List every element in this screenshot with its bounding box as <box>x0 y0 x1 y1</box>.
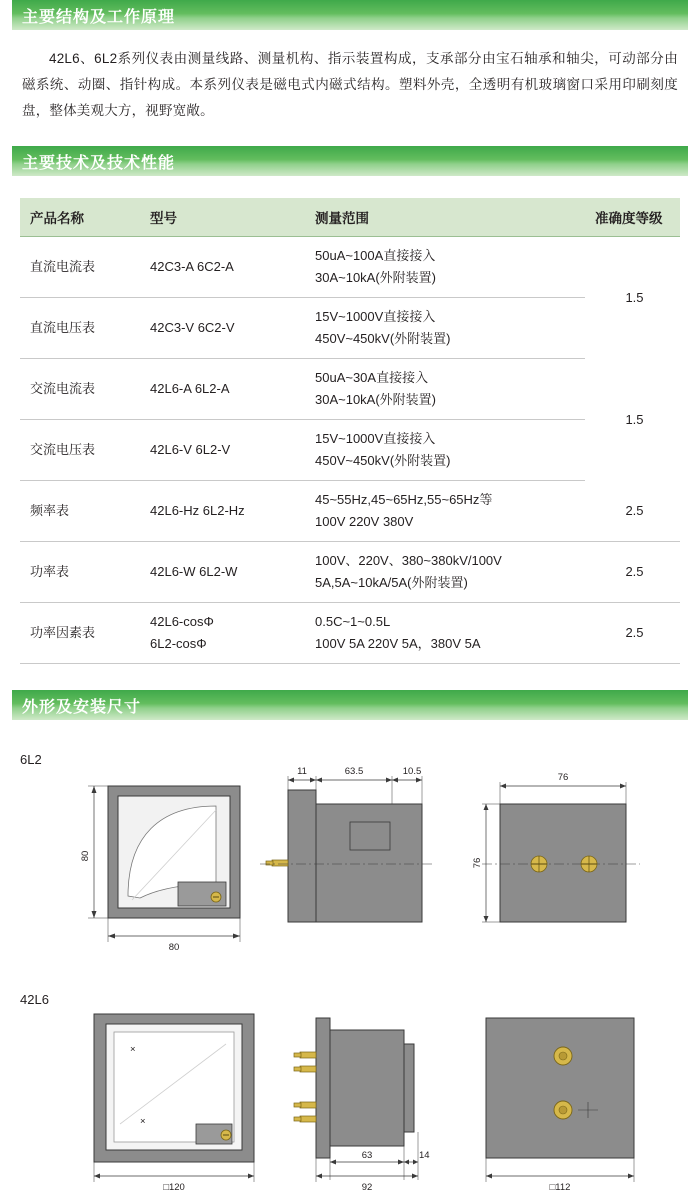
cell-range <box>305 237 585 298</box>
table-row <box>20 481 680 542</box>
table-row <box>20 420 680 481</box>
dim-6l2-back-height: 76 <box>472 857 483 869</box>
range-line-1: 0.5C~1~0.5L <box>315 614 391 629</box>
cell-product-name: 直流电流表 <box>20 237 140 298</box>
dim-6l2-side-right: 10.5 <box>402 766 422 777</box>
column-header-range: 测量范围 <box>305 198 585 237</box>
cell-model: 42L6-Hz 6L2-Hz <box>140 481 305 542</box>
dim-6l2-back-width: 76 <box>557 772 569 783</box>
spec-table-head <box>20 198 680 237</box>
range-line-1: 50uA~30A直接接入 <box>315 370 429 385</box>
range-line-2: 100V 5A 220V 5A，380V 5A <box>315 636 481 651</box>
drawing-42l6-front <box>94 1014 254 1193</box>
cell-model: 42L6-V 6L2-V <box>140 420 305 481</box>
cell-accuracy: 2.5 <box>585 603 680 664</box>
drawing-42l6-side <box>294 1018 430 1193</box>
range-line-1: 15V~1000V直接接入 <box>315 431 436 446</box>
table-row <box>20 359 680 420</box>
range-line-1: 100V、220V、380~380kV/100V <box>315 553 502 568</box>
drawing-6l2-side <box>260 766 432 922</box>
spec-table-wrapper <box>20 198 680 664</box>
cell-accuracy: 2.5 <box>585 542 680 603</box>
cell-product-name: 频率表 <box>20 481 140 542</box>
cell-product-name: 交流电压表 <box>20 420 140 481</box>
dim-6l2-side-mid: 63.5 <box>344 766 364 777</box>
cell-product-name: 功率因素表 <box>20 603 140 664</box>
spec-table-header-row <box>20 198 680 237</box>
column-header-model: 型号 <box>140 198 305 237</box>
cell-model <box>140 603 305 664</box>
range-line-1: 50uA~100A直接接入 <box>315 248 436 263</box>
dim-42l6-side-right: 14 <box>419 1150 430 1161</box>
dim-42l6-back-size: □112 <box>549 1182 571 1193</box>
cell-accuracy: 1.5 <box>625 289 644 305</box>
column-header-accuracy: 准确度等级 <box>585 198 680 237</box>
range-line-1: 45~55Hz,45~65Hz,55~65Hz等 <box>315 492 493 507</box>
dim-42l6-side-mid: 63 <box>361 1150 373 1161</box>
section-heading-dimensions-label: 外形及安装尺寸 <box>22 698 142 716</box>
range-line-2: 450V~450kV(外附装置) <box>315 453 451 468</box>
range-line-2: 30A~10kA(外附装置) <box>315 270 437 285</box>
table-row <box>20 603 680 664</box>
range-line-2: 100V 220V 380V <box>315 514 414 529</box>
svg-text:×: × <box>140 1116 146 1127</box>
drawing-42l6 <box>20 1004 700 1194</box>
cell-range <box>305 603 585 664</box>
dim-6l2-front-width: 80 <box>168 942 180 953</box>
cell-model: 42C3-A 6C2-A <box>140 237 305 298</box>
cell-model: 42L6-W 6L2-W <box>140 542 305 603</box>
drawing-6l2 <box>20 764 700 984</box>
section-heading-dimensions <box>12 690 688 720</box>
cell-range <box>305 481 585 542</box>
spec-table <box>20 198 680 664</box>
dim-42l6-side-total: 92 <box>361 1182 373 1193</box>
section-heading-specs <box>12 146 688 176</box>
section-heading-structure <box>12 0 688 30</box>
cell-range <box>305 420 585 481</box>
spec-table-body <box>20 237 680 664</box>
column-header-name: 产品名称 <box>20 198 140 237</box>
dim-6l2-front-height: 80 <box>80 850 91 862</box>
structure-paragraph: 42L6、6L2系列仪表由测量线路、测量机构、指示装置构成，支承部分由宝石轴承和轴尖，可动部分由磁系统、动圈、指针构成。本系列仪表是磁电式内磁式结构。塑料外壳，全透明有机玻璃窗口采用印刷刻度盘，整体美观大方，视野宽敞。 <box>22 51 678 118</box>
range-line-1: 15V~1000V直接接入 <box>315 309 436 324</box>
table-row <box>20 298 680 359</box>
model-line-2: 6L2-cosΦ <box>150 636 207 651</box>
range-line-2: 5A,5A~10kA/5A(外附装置) <box>315 575 468 590</box>
range-line-2: 30A~10kA(外附装置) <box>315 392 437 407</box>
drawing-6l2-front <box>80 786 240 953</box>
range-line-2: 450V~450kV(外附装置) <box>315 331 451 346</box>
svg-text:×: × <box>130 1044 136 1055</box>
cell-product-name: 交流电流表 <box>20 359 140 420</box>
dim-42l6-front-size: □120 <box>163 1182 185 1193</box>
drawing-group-label-6l2: 6L2 <box>20 752 42 767</box>
drawing-6l2-back <box>472 772 640 922</box>
drawing-42l6-back <box>486 1018 634 1193</box>
cell-product-name: 直流电压表 <box>20 298 140 359</box>
cell-accuracy: 1.5 <box>625 411 644 427</box>
cell-product-name: 功率表 <box>20 542 140 603</box>
dim-6l2-side-left: 11 <box>297 766 307 777</box>
table-row <box>20 542 680 603</box>
dimension-drawings <box>20 738 680 1193</box>
cell-range <box>305 542 585 603</box>
section-heading-specs-label: 主要技术及技术性能 <box>22 154 176 172</box>
cell-model: 42C3-V 6C2-V <box>140 298 305 359</box>
cell-accuracy: 2.5 <box>585 481 680 542</box>
cell-range <box>305 359 585 420</box>
cell-range <box>305 298 585 359</box>
table-row <box>20 237 680 298</box>
section-heading-structure-label: 主要结构及工作原理 <box>22 8 176 26</box>
cell-model: 42L6-A 6L2-A <box>140 359 305 420</box>
model-line-1: 42L6-cosΦ <box>150 614 214 629</box>
drawing-group-label-42l6: 42L6 <box>20 992 49 1007</box>
